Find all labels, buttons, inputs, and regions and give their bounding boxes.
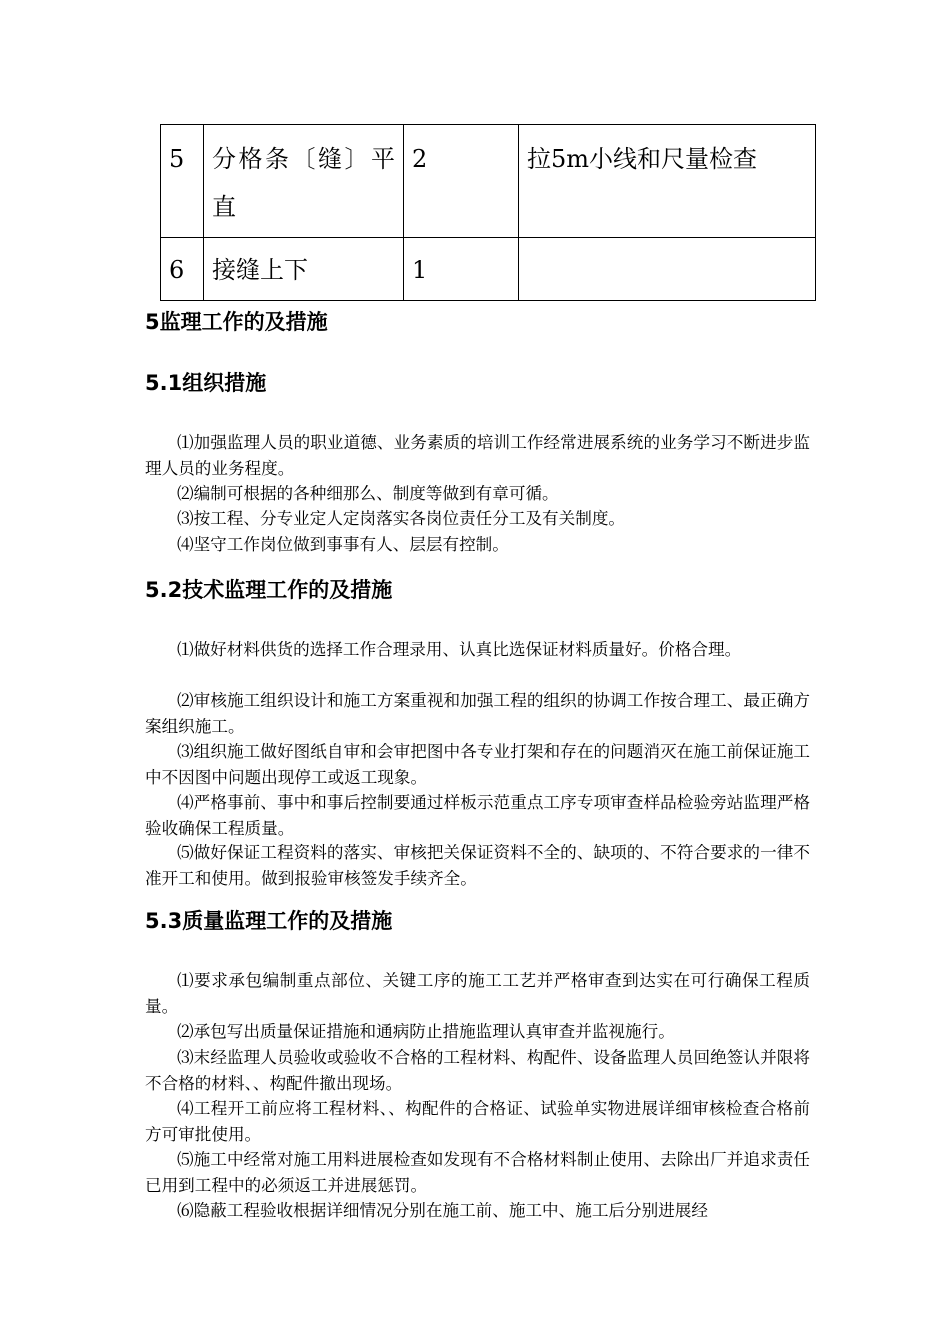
table-row [161, 238, 816, 301]
row-method [519, 238, 816, 301]
paragraph: ⑵编制可根据的各种细那么、制度等做到有章可循。 [177, 484, 559, 503]
paragraph: ⑴做好材料供货的选择工作合理录用、认真比选保证材料质量好。价格合理。 [177, 640, 742, 659]
row-number: 6 [161, 238, 204, 301]
paragraph: ⑷严格事前、事中和事后控制要通过样板示范重点工序专项审查样品检验旁站监理严格验收确保工程质量。 [145, 793, 810, 838]
paragraph: ⑷工程开工前应将工程材料、、构配件的合格证、试验单实物进展详细审核检查合格前方可审批使用。 [145, 1099, 810, 1144]
row-value: 1 [404, 238, 519, 301]
paragraph: ⑷坚守工作岗位做到事事有人、层层有控制。 [177, 535, 509, 554]
row-value: 2 [404, 125, 519, 238]
row-item: 分格条〔缝〕平直 [204, 125, 404, 238]
section-5-3-heading: 5.3质量监理工作的及措施 [145, 909, 393, 933]
paragraph: ⑸做好保证工程资料的落实、审核把关保证资料不全的、缺项的、不符合要求的一律不准开工和使用。做到报验审核签发手续齐全。 [145, 843, 810, 888]
paragraph: ⑶按工程、分专业定人定岗落实各岗位责任分工及有关制度。 [177, 509, 626, 528]
section-5-2-heading: 5.2技术监理工作的及措施 [145, 578, 393, 602]
row-item: 接缝上下 [204, 238, 404, 301]
row-number: 5 [161, 125, 204, 238]
paragraph: ⑵审核施工组织设计和施工方案重视和加强工程的组织的协调工作按合理工、最正确方案组织施工。 [145, 691, 810, 736]
paragraph: ⑹隐蔽工程验收根据详细情况分别在施工前、施工中、施工后分别进展经 [177, 1201, 708, 1220]
inspection-table [160, 124, 816, 301]
paragraph: ⑶末经监理人员验收或验收不合格的工程材料、构配件、设备监理人员回绝签认并限将不合格的材料、、构配件撤出现场。 [145, 1048, 810, 1093]
row-method: 拉5m小线和尺量检查 [519, 125, 816, 238]
paragraph: ⑸施工中经常对施工用料进展检查如发现有不合格材料制止使用、去除出厂并追求责任已用到工程中的必须返工并进展惩罚。 [145, 1150, 810, 1195]
section-5-1-heading: 5.1组织措施 [145, 371, 267, 395]
table-row [161, 125, 816, 238]
section-5-heading: 5监理工作的及措施 [145, 310, 328, 334]
paragraph: ⑵承包写出质量保证措施和通病防止措施监理认真审查并监视施行。 [177, 1022, 675, 1041]
paragraph: ⑶组织施工做好图纸自审和会审把图中各专业打架和存在的问题消灭在施工前保证施工中不因图中问题出现停工或返工现象。 [145, 742, 810, 787]
paragraph: ⑴要求承包编制重点部位、关键工序的施工工艺并严格审查到达实在可行确保工程质量。 [145, 971, 810, 1016]
paragraph: ⑴加强监理人员的职业道德、业务素质的培训工作经常进展系统的业务学习不断进步监理人员的业务程度。 [145, 433, 810, 478]
